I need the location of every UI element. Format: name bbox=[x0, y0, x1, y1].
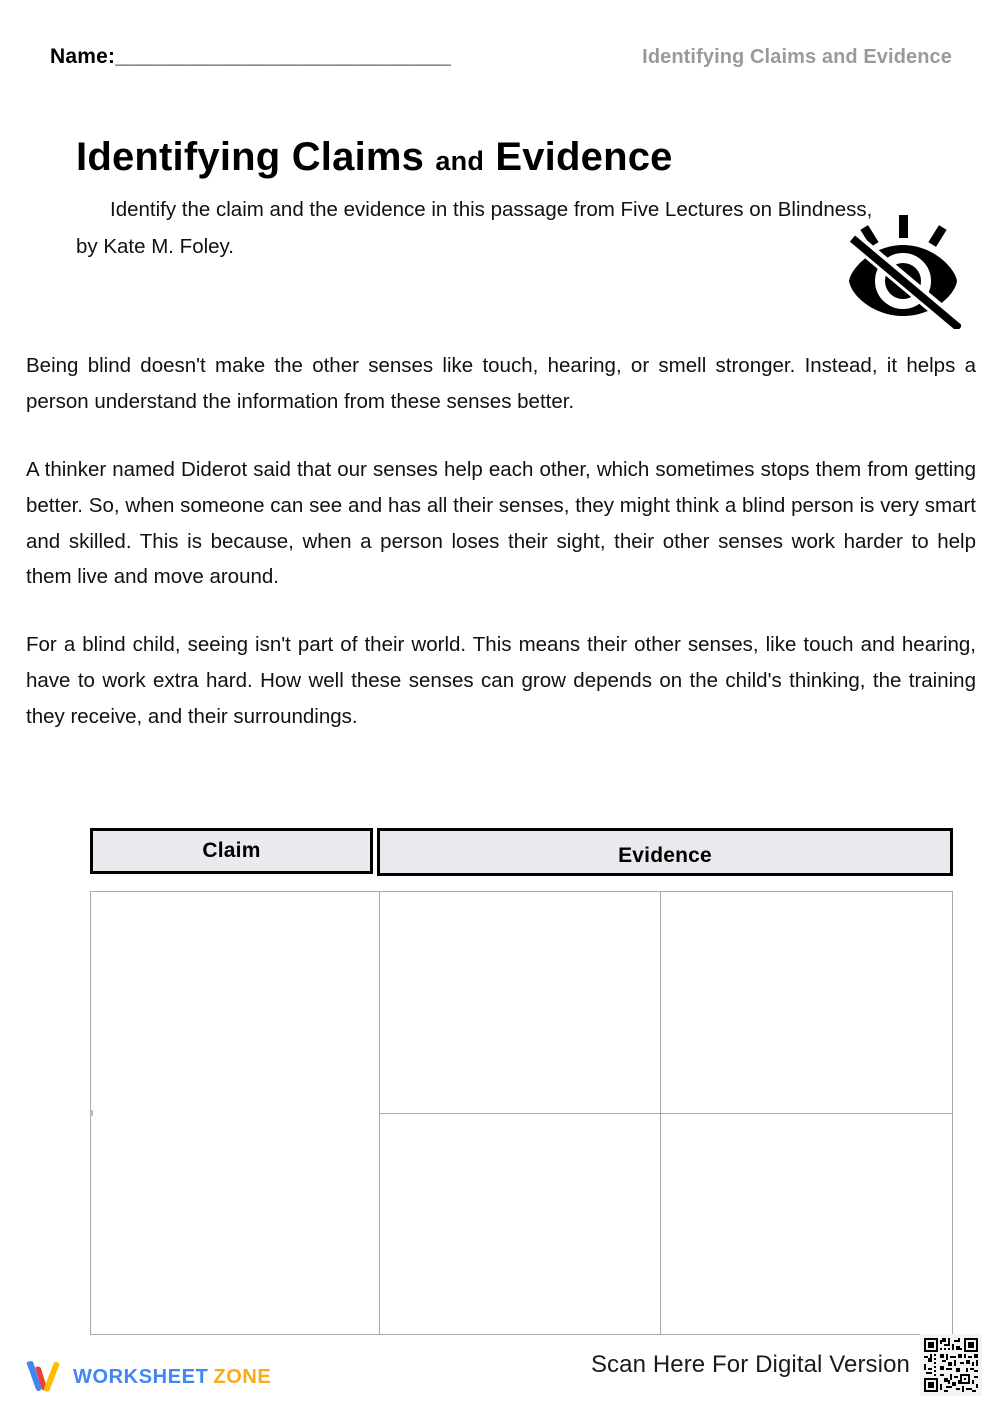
header-worksheet-title: Identifying Claims and Evidence bbox=[642, 46, 952, 68]
instructions-text: Identify the claim and the evidence in this passage from Five Lectures on Blindness, by Kate M. Foley. bbox=[76, 198, 873, 258]
worksheetzone-wordmark bbox=[73, 1366, 271, 1389]
passage-paragraph-2: A thinker named Diderot said that our senses help each other, which sometimes stops them from getting better. So, when someone can see and has all their senses, they might think a blind person is very smart and skilled. This is because, when a person loses their sight, their other senses work harder to help them live and move around. bbox=[26, 457, 976, 589]
brand-primary-text: WORKSHEET bbox=[73, 1365, 209, 1388]
passage-paragraph-1: Being blind doesn't make the other senses like touch, hearing, or smell stronger. Instead, it helps a person understand the information from these senses better. bbox=[26, 354, 976, 413]
brand-secondary-text: ZONE bbox=[213, 1365, 272, 1388]
passage-text bbox=[26, 348, 976, 735]
evidence-answer-cell-2-1[interactable] bbox=[380, 1114, 660, 1334]
eye-off-icon bbox=[845, 213, 961, 329]
claim-answer-cell[interactable] bbox=[91, 892, 379, 1334]
table-header-evidence-label: Evidence bbox=[618, 844, 712, 867]
passage-paragraph-3: For a blind child, seeing isn't part of their world. This means their other senses, like touch and hearing, have to work extra hard. How well these senses can grow depends on the child's thinking, the training they receive, and their surroundings. bbox=[26, 633, 976, 728]
evidence-answer-cell-1-1[interactable] bbox=[380, 892, 660, 1113]
qr-code-icon[interactable] bbox=[920, 1334, 982, 1396]
evidence-answer-cell-1-2[interactable] bbox=[661, 892, 952, 1113]
table-header-evidence bbox=[377, 828, 953, 876]
name-label: Name: bbox=[50, 45, 116, 68]
evidence-answer-cell-2-2[interactable] bbox=[661, 1114, 952, 1334]
page-title bbox=[76, 136, 936, 179]
page-title-connector: and bbox=[435, 146, 485, 176]
answer-grid bbox=[90, 891, 953, 1335]
table-header-claim-label: Claim bbox=[202, 839, 261, 862]
worksheetzone-mark-icon bbox=[24, 1360, 62, 1394]
page-footer bbox=[0, 1338, 1000, 1402]
name-write-line[interactable]: ______________________________ bbox=[115, 45, 451, 68]
page-title-part1: Identifying Claims bbox=[76, 135, 425, 179]
table-header-claim bbox=[90, 828, 373, 874]
scan-block bbox=[591, 1334, 982, 1396]
title-block bbox=[76, 136, 936, 265]
worksheetzone-logo[interactable] bbox=[24, 1360, 271, 1394]
page-header bbox=[50, 45, 952, 81]
name-field-block bbox=[50, 45, 451, 69]
scan-label: Scan Here For Digital Version bbox=[590, 1351, 910, 1378]
page-title-part2: Evidence bbox=[495, 135, 673, 179]
